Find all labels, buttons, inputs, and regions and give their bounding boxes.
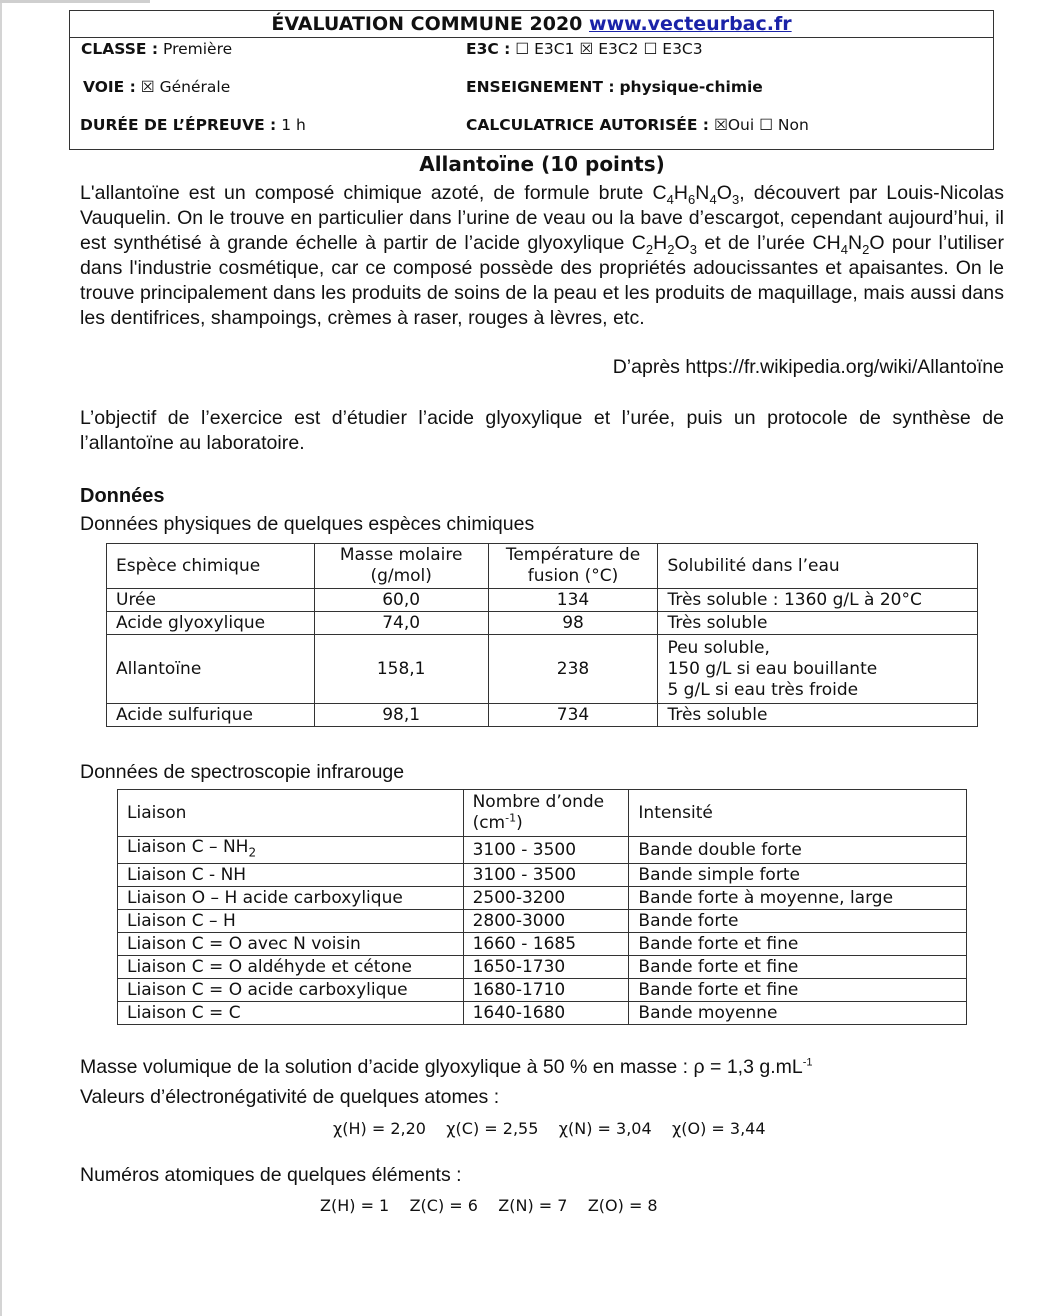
numeros-atomiques-label: Numéros atomiques de quelques éléments : [80, 1164, 462, 1186]
table-row: Urée 60,0 134 Très soluble : 1360 g/L à 20°C [107, 589, 978, 612]
duree-row: DURÉE DE L’ÉPREUVE : 1 h [80, 116, 306, 134]
exam-header-box [69, 10, 994, 150]
voie-row: VOIE : ☒ Générale [83, 78, 231, 96]
col-header-masse: Masse molaire (g/mol) [314, 544, 488, 589]
classe-row: CLASSE : Première [81, 40, 233, 58]
donnees-heading: Données [80, 485, 165, 507]
allantoine-solubility-cell: Peu soluble, 150 g/L si eau bouillante 5 g/L si eau très froide [658, 635, 978, 704]
col-header-intensite: Intensité [629, 790, 967, 837]
col-header-espece: Espèce chimique [107, 544, 315, 589]
site-link[interactable]: www.vecteurbac.fr [589, 13, 792, 35]
masse-volumique-line: Masse volumique de la solution d’acide glyoxylique à 50 % en masse : ρ = 1,3 $g.mL^{-1}$ [80, 1056, 813, 1078]
ir-data-caption: Données de spectroscopie infrarouge [80, 761, 405, 783]
e3c-row: E3C : ☐ E3C1 ☒ E3C2 ☐ E3C3 [466, 40, 703, 58]
col-header-nombre-onde: Nombre d’onde $(cm^{-1})$ [463, 790, 629, 837]
exam-header-title: ÉVALUATION COMMUNE 2020 www.vecteurbac.fr [70, 11, 993, 38]
table-row: Acide sulfurique 98,1 734 Très soluble [107, 704, 978, 727]
table-row: Liaison C = O avec N voisin 1660 - 1685 Bande forte et fine [118, 933, 967, 956]
table-row: Liaison C - NH 3100 - 3500 Bande simple forte [118, 864, 967, 887]
table-header-row [118, 790, 967, 837]
table-row: Allantoïne 158,1 238 Peu soluble, 150 g/L si eau bouillante 5 g/L si eau très froide [107, 635, 978, 704]
intro-paragraph: L'allantoïne est un composé chimique azoté, de formule brute $C_4H_6N_4O_3$, découvert par Louis-Nicolas Vauquelin. On le trouve en particulier dans l’urine de veau ou la bave d’escargot, cependant aujourd’hui, il est synthétisé à grande échelle à partir de l’acide glyoxylique $C_2H_2O_3$ et de l’urée $CH_4N_2O$ pour l’utiliser dans l'industrie cosmétique, car ce composé possède des propriétés adoucissantes et apaisantes. On le trouve principalement dans les produits de soins de la peau et les produits de maquillage, mais aussi dans les dentifrices, shampoings, crèmes à raser, rouges à lèvres, etc. [80, 182, 1004, 329]
numeros-atomiques-values: Z(H) = 1 Z(C) = 6 Z(N) = 7 Z(O) = 8 [320, 1196, 658, 1215]
calculatrice-row: CALCULATRICE AUTORISÉE : ☒Oui ☐ Non [466, 116, 809, 134]
col-header-solubilite: Solubilité dans l’eau [658, 544, 978, 589]
table-row: Liaison C = C 1640-1680 Bande moyenne [118, 1002, 967, 1025]
page-edge-shadow [0, 0, 2, 1316]
table-row: Acide glyoxylique 74,0 98 Très soluble [107, 612, 978, 635]
enseignement-row: ENSEIGNEMENT : physique-chimie [466, 78, 763, 96]
table-header-row [107, 544, 978, 589]
page-top-shadow [0, 0, 150, 3]
formula-allantoine: $C_4H_6N_4O_3$ [652, 182, 740, 207]
electronegativite-values: χ(H) = 2,20 χ(C) = 2,55 χ(N) = 3,04 χ(O) = 3,44 [333, 1119, 766, 1138]
table-row: Liaison C = O aldéhyde et cétone 1650-1730 Bande forte et fine [118, 956, 967, 979]
table-row: Liaison O – H acide carboxylique 2500-3200 Bande forte à moyenne, large [118, 887, 967, 910]
table-row: Liaison C – H 2800-3000 Bande forte [118, 910, 967, 933]
col-header-temperature: Température de fusion (°C) [488, 544, 658, 589]
electronegativite-label: Valeurs d’électronégativité de quelques atomes : [80, 1086, 500, 1108]
formula-uree: $CH_4N_2O$ [812, 232, 885, 257]
exercise-title: Allantoïne (10 points) [419, 152, 665, 176]
table-row: Liaison C – $NH_2$ 3100 - 3500 Bande double forte [118, 837, 967, 864]
physical-data-caption: Données physiques de quelques espèces chimiques [80, 513, 535, 535]
col-header-liaison: Liaison [118, 790, 464, 837]
physical-data-table [106, 543, 978, 727]
source-citation: D’après https://fr.wikipedia.org/wiki/Allantoïne [612, 356, 1004, 378]
formula-acide-glyoxylique: $C_2H_2O_3$ [631, 232, 698, 257]
objective-paragraph: L’objectif de l’exercice est d’étudier l’acide glyoxylique et l’urée, puis un protocole de synthèse de l’allantoïne au laboratoire. [80, 407, 1004, 454]
ir-data-table [117, 789, 967, 1025]
table-row: Liaison C = O acide carboxylique 1680-1710 Bande forte et fine [118, 979, 967, 1002]
